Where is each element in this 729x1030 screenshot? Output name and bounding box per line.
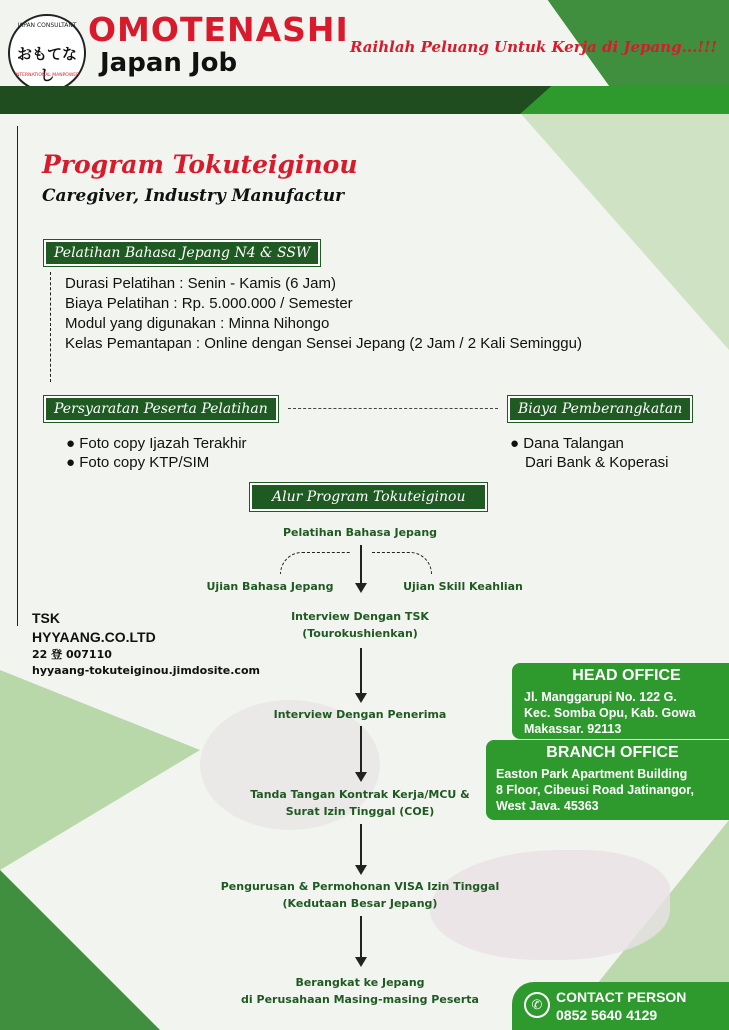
branch-office-line2: 8 Floor, Cibeusi Road Jatinangor, xyxy=(496,783,694,797)
flow-step-interview-tsk-line2: (Tourokushienkan) xyxy=(302,627,418,640)
left-guide-line xyxy=(17,126,18,626)
training-class: Kelas Pemantapan : Online dengan Sensei Jepang (2 Jam / 2 Kali Seminggu) xyxy=(65,335,582,352)
head-office-line3: Makassar. 92113 xyxy=(524,722,622,736)
brand-title: OMOTENASHI xyxy=(88,10,349,49)
flow-step-depart xyxy=(210,974,510,1008)
flow-arrow-line xyxy=(360,824,362,866)
flow-step-contract-line1: Tanda Tangan Kontrak Kerja/MCU & xyxy=(250,788,470,801)
bg-triangle-left-light xyxy=(0,670,200,870)
flow-step-contract xyxy=(220,786,500,820)
branch-office-card xyxy=(486,740,729,820)
flow-arrow-head xyxy=(355,865,367,875)
contact-card xyxy=(512,982,729,1030)
head-office-line2: Kec. Somba Opu, Kab. Gowa xyxy=(524,706,696,720)
logo-text-bottom: INTERNATIONAL MANPOWER xyxy=(14,73,80,78)
flow-arrow-line xyxy=(360,648,362,694)
bg-triangle-bottom-left xyxy=(0,870,160,1030)
tsk-website[interactable]: hyyaang-tokuteiginou.jimdosite.com xyxy=(32,664,260,677)
requirement-text: Foto copy Ijazah Terakhir xyxy=(79,435,247,452)
tsk-name: TSK xyxy=(32,610,60,626)
flow-branch-right-arrow xyxy=(372,552,432,574)
flow-step-contract-line2: Surat Izin Tinggal (COE) xyxy=(285,805,435,818)
brand-subtitle: Japan Job xyxy=(100,48,238,78)
flow-arrow-line xyxy=(360,726,362,774)
tagline: Raihlah Peluang Untuk Kerja di Jepang...!!! xyxy=(350,38,718,56)
flow-step-interview-employer: Interview Dengan Penerima xyxy=(273,708,447,721)
tsk-info xyxy=(32,610,260,679)
head-office-card xyxy=(512,663,729,739)
logo-text-top: JAPAN CONSULTANT xyxy=(17,22,77,29)
flow-step-depart-line2: di Perusahaan Masing-masing Peserta xyxy=(241,993,479,1006)
head-office-line1: Jl. Manggarupi No. 122 G. xyxy=(524,690,677,704)
departure-text-1: Dana Talangan xyxy=(523,435,624,452)
training-label: Pelatihan Bahasa Jepang N4 & SSW xyxy=(44,240,320,266)
connector-dashed-line xyxy=(288,408,498,409)
flow-arrow-head xyxy=(355,583,367,593)
program-title: Program Tokuteiginou xyxy=(42,150,358,179)
tsk-company: HYYAANG.CO.LTD xyxy=(32,629,156,645)
branch-office-title: BRANCH OFFICE xyxy=(546,744,679,761)
list-item: ● Foto copy Ijazah Terakhir xyxy=(66,435,247,452)
branch-office-line3: West Java. 45363 xyxy=(496,799,599,813)
logo-text-center: おもてなし xyxy=(16,45,77,84)
contact-phone[interactable]: 0852 5640 4129 xyxy=(556,1007,658,1023)
whatsapp-icon: ✆ xyxy=(524,992,550,1018)
list-item: ● Foto copy KTP/SIM xyxy=(66,454,210,471)
program-subtitle: Caregiver, Industry Manufactur xyxy=(42,186,345,206)
flow-step-visa xyxy=(200,878,520,912)
training-cost: Biaya Pelatihan : Rp. 5.000.000 / Semester xyxy=(65,295,353,312)
flow-arrow-head xyxy=(355,957,367,967)
flow-arrow-head xyxy=(355,772,367,782)
training-details xyxy=(65,274,582,354)
training-bracket xyxy=(50,272,51,382)
training-module: Modul yang digunakan : Minna Nihongo xyxy=(65,315,330,332)
flow-arrow-head xyxy=(355,693,367,703)
flow-step-visa-line1: Pengurusan & Permohonan VISA Izin Tinggal xyxy=(220,880,500,893)
departure-list xyxy=(510,434,668,472)
flow-step-visa-line2: (Kedutaan Besar Jepang) xyxy=(282,897,438,910)
flow-arrow-line xyxy=(360,916,362,958)
requirements-list xyxy=(66,434,247,472)
logo xyxy=(8,14,86,92)
branch-office-line1: Easton Park Apartment Building xyxy=(496,767,688,781)
flow-step-interview-tsk-line1: Interview Dengan TSK xyxy=(291,610,429,623)
flow-label: Alur Program Tokuteiginou xyxy=(250,483,487,511)
head-office-title: HEAD OFFICE xyxy=(572,667,681,684)
flow-branch-left-arrow xyxy=(280,552,350,574)
flow-branch-skill-exam: Ujian Skill Keahlian xyxy=(403,580,523,593)
list-item: ● Dana Talangan xyxy=(510,435,624,452)
flow-branch-language-exam: Ujian Bahasa Jepang xyxy=(206,580,334,593)
requirement-text: Foto copy KTP/SIM xyxy=(79,454,210,471)
flow-step-training: Pelatihan Bahasa Jepang xyxy=(282,526,438,539)
departure-label: Biaya Pemberangkatan xyxy=(508,396,692,422)
header-band-accent xyxy=(520,86,729,114)
departure-text-2: Dari Bank & Koperasi xyxy=(525,454,669,471)
contact-title: CONTACT PERSON xyxy=(556,989,687,1005)
flow-step-depart-line1: Berangkat ke Jepang xyxy=(295,976,425,989)
flow-step-interview-tsk xyxy=(250,608,470,642)
tsk-registration: 22 登 007110 xyxy=(32,648,112,661)
training-duration: Durasi Pelatihan : Senin - Kamis (6 Jam) xyxy=(65,275,336,292)
flow-arrow-line xyxy=(360,545,362,583)
requirements-label: Persyaratan Peserta Pelatihan xyxy=(44,396,278,422)
